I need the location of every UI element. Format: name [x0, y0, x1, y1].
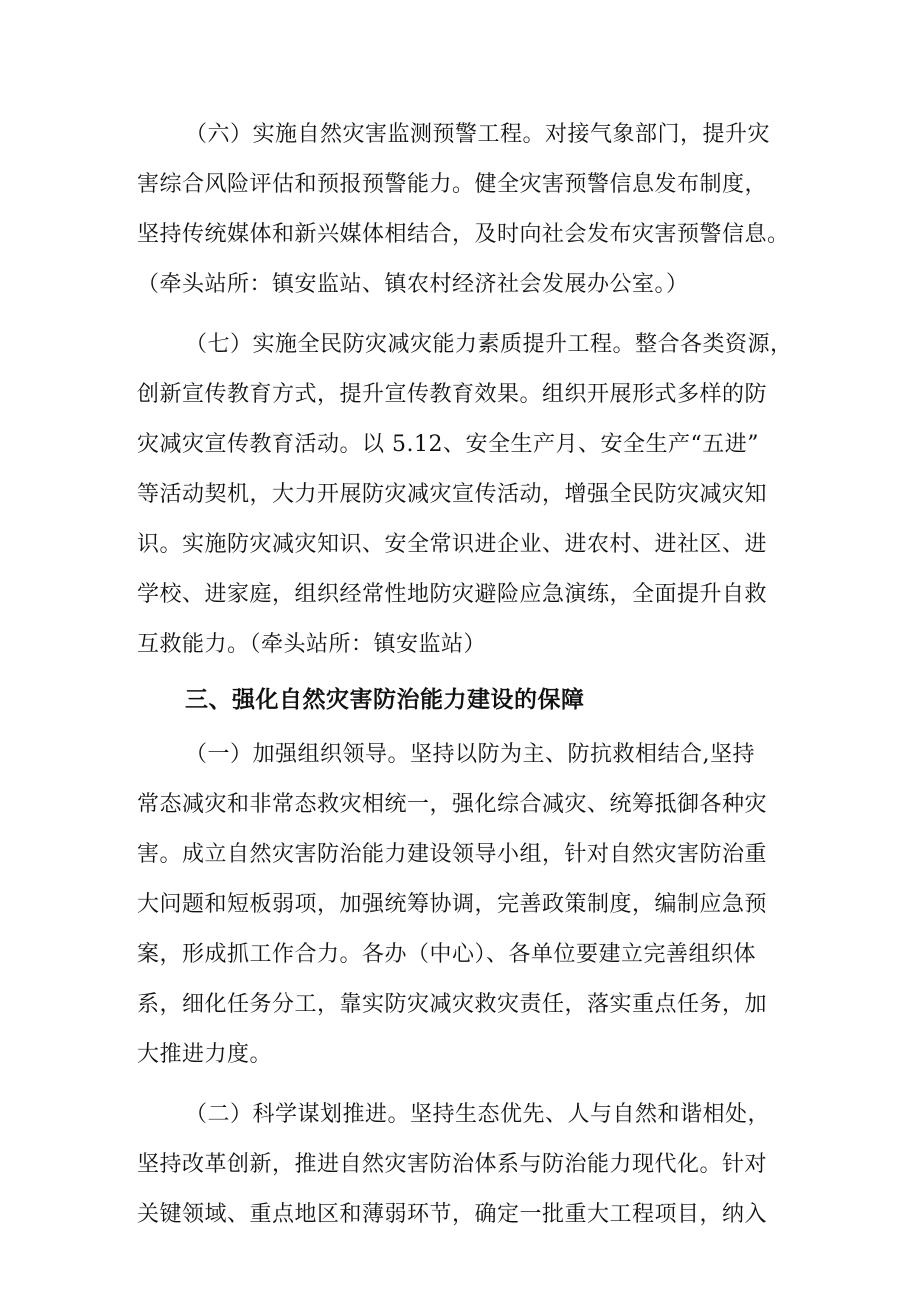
text-line: 害综合风险评估和预报预警能力。健全灾害预警信息发布制度，: [137, 172, 768, 197]
text-line: 灾减灾宣传教育活动。以 5.12、安全生产月、安全生产“五进”: [137, 432, 759, 457]
text-line: 创新宣传教育方式，提升宣传教育效果。组织开展形式多样的防: [137, 382, 768, 407]
text-line: 识。实施防灾减灾知识、安全常识进企业、进农村、进社区、进: [137, 532, 768, 557]
text-line: 系，细化任务分工，靠实防灾减灾救灾责任，落实重点任务，加: [137, 992, 768, 1017]
text-line: （七）实施全民防灾减灾能力素质提升工程。整合各类资源，: [185, 332, 793, 357]
section-heading: 三、强化自然灾害防治能力建设的保障: [185, 687, 585, 713]
text-line: （六）实施自然灾害监测预警工程。对接气象部门，提升灾: [185, 122, 771, 147]
text-line: （牵头站所：镇安监站、镇农村经济社会发展办公室。）: [137, 272, 689, 297]
text-line: （一）加强组织领导。坚持以防为主、防抗救相结合,坚持: [185, 742, 755, 767]
text-line: 常态减灾和非常态救灾相统一，强化综合减灾、统筹抵御各种灾: [137, 792, 768, 817]
text-line: 案，形成抓工作合力。各办（中心）、各单位要建立完善组织体: [137, 942, 757, 967]
text-line: 等活动契机，大力开展防灾减灾宣传活动，增强全民防灾减灾知: [137, 482, 768, 507]
text-line: 大问题和短板弱项，加强统筹协调，完善政策制度，编制应急预: [137, 892, 768, 917]
text-line: 学校、进家庭，组织经常性地防灾避险应急演练，全面提升自救: [137, 582, 768, 607]
text-line: 坚持传统媒体和新兴媒体相结合，及时向社会发布灾害预警信息。: [137, 222, 790, 247]
text-line: 关键领域、重点地区和薄弱环节，确定一批重大工程项目，纳入: [137, 1202, 768, 1227]
text-line: 害。成立自然灾害防治能力建设领导小组，针对自然灾害防治重: [137, 842, 768, 867]
text-line: 大推进力度。: [137, 1042, 273, 1067]
text-line: （二）科学谋划推进。坚持生态优先、人与自然和谐相处，: [185, 1102, 771, 1127]
text-line: 互救能力。（牵头站所：镇安监站）: [137, 632, 487, 657]
text-line: 坚持改革创新，推进自然灾害防治体系与防治能力现代化。针对: [137, 1152, 768, 1177]
